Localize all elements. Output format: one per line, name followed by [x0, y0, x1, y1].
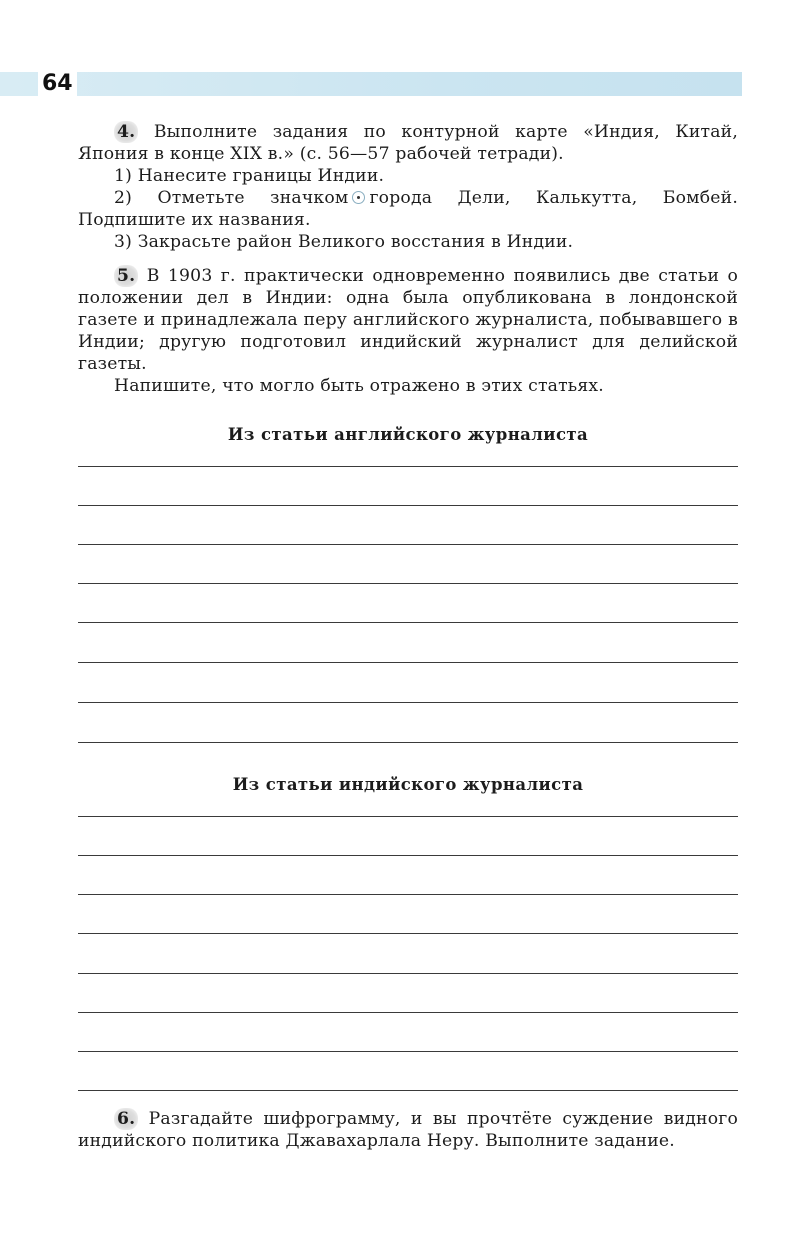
answer-line[interactable] — [78, 505, 738, 506]
answer-line[interactable] — [78, 973, 738, 974]
answer-line[interactable] — [78, 742, 738, 743]
task-4-item-1: 1) Нанесите границы Индии. — [114, 166, 385, 186]
task-4-item-3: 3) Закрасьте район Великого восстания в Индии. — [114, 232, 574, 252]
answer-line[interactable] — [78, 933, 738, 934]
answer-line[interactable] — [78, 1090, 738, 1091]
task-4-intro — [78, 121, 738, 165]
task-number-badge: 5. — [114, 265, 138, 287]
section-heading-english: Из статьи английского журналиста — [227, 425, 589, 444]
task-6-body: Разгадайте шифрограмму, и вы прочтёте суждение видного индийского политика Джавахарлала Неру. Выполните задание. — [78, 1109, 738, 1151]
answer-line[interactable] — [78, 816, 738, 817]
task-4-item-2 — [78, 187, 738, 231]
task-5 — [78, 265, 738, 397]
answer-line[interactable] — [78, 702, 738, 703]
task-5-instruction: Напишите, что могло быть отражено в этих статьях. — [114, 376, 604, 396]
task-4 — [78, 121, 738, 253]
answer-line[interactable] — [78, 894, 738, 895]
answer-line[interactable] — [78, 583, 738, 584]
task-number-badge: 4. — [114, 121, 138, 143]
task-4-item-2-end: города Дели, Калькутта, Бомбей. Подпишите их названия. — [78, 188, 738, 230]
answer-line[interactable] — [78, 1051, 738, 1052]
circled-dot-icon — [352, 191, 365, 204]
answer-line[interactable] — [78, 662, 738, 663]
answer-line[interactable] — [78, 622, 738, 623]
answer-line[interactable] — [78, 544, 738, 545]
answer-line[interactable] — [78, 466, 738, 467]
answer-line[interactable] — [78, 855, 738, 856]
task-4-intro-text: Выполните задания по контурной карте «Индия, Китай, Япония в конце XIX в.» (с. 56—57 рабочей тетради). — [78, 122, 739, 164]
header-band — [0, 72, 742, 96]
task-4-item-2-start: 2) Отметьте значком — [114, 188, 349, 208]
page-number: 64 — [38, 70, 77, 98]
task-6-text — [78, 1108, 738, 1152]
task-number-badge: 6. — [114, 1108, 138, 1130]
task-6 — [78, 1108, 738, 1152]
answer-line[interactable] — [78, 1012, 738, 1013]
section-heading-indian: Из статьи индийского журналиста — [232, 775, 584, 794]
task-5-body: В 1903 г. практически одновременно появились две статьи о положении дел в Индии: одна была опубликована в лондонской газете и принадлежала перу английского журналиста, побывавшего в Индии; другую подготовил индийский журналист для делийской газеты. — [78, 266, 739, 374]
task-5-text — [78, 265, 738, 375]
